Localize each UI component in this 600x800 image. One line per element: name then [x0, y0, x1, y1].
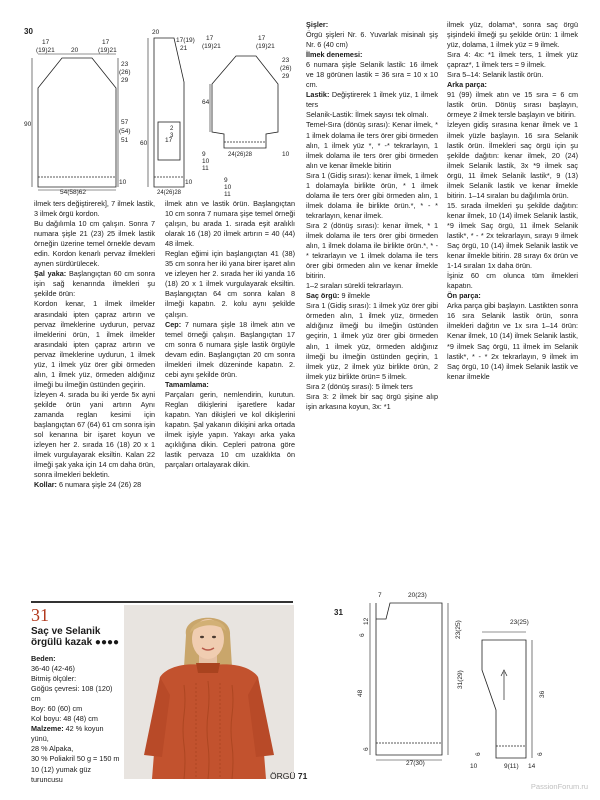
- section-heading: Tamamlama:: [165, 379, 209, 389]
- dim-label: (19)21: [36, 47, 55, 54]
- dim-label: (19)21: [256, 43, 275, 50]
- dim-label: 11: [202, 165, 209, 172]
- section-heading: Ön parça:: [447, 291, 481, 301]
- spec-value: Göğüs çevresi: 108 (120) cm: [31, 684, 113, 704]
- diagram-number: 31: [334, 608, 343, 617]
- section-heading: İlmek denemesi:: [306, 50, 363, 60]
- dim-label: 17: [258, 35, 266, 42]
- paragraph: Sıra 2 (dönüş sırası): kenar ilmek, * 1 ilmek dolama ile ters örer gibi örmeden alın, 1 ilmek dolama ile birlikte örün.*, * - * tekrarlayın ve 1 ilmek dolama ile ters örer gibi örmeden alın ve kenar ilmekle bitirin.: [306, 220, 438, 281]
- spec-value: Boy: 60 (60) cm: [31, 704, 83, 714]
- dim-label: 10: [119, 179, 127, 186]
- paragraph: Temel-Sıra (dönüş sırası): Kenar ilmek, * 1 ilmek dolama ile ters örer gibi örmeden alın, 1 ilmek yüz *, * -* tekrarlayın, 1 ilmek dolama ile ters örer gibi örmeden alın ve kenar ilmekle bitirin: [306, 120, 438, 170]
- diagram-30-sleeve: [200, 22, 300, 197]
- dim-label: 11: [224, 191, 231, 197]
- dim-label: 23(25): [510, 619, 529, 626]
- dim-label: 9(11): [504, 763, 519, 770]
- dim-label: 9: [202, 151, 206, 158]
- dim-label: 20: [71, 47, 79, 54]
- dim-label: (26): [119, 69, 131, 76]
- dim-label: 17(19): [176, 37, 195, 44]
- paragraph: Örgü şişleri Nr. 6. Yuvarlak misinalı şiş Nr. 6 (40 cm): [306, 30, 438, 50]
- dim-label: 36: [539, 690, 546, 698]
- dim-label: 27(30): [406, 760, 425, 767]
- dim-label: 12: [363, 617, 370, 625]
- dim-label: 20(23): [408, 592, 427, 599]
- dim-label: 90: [24, 121, 32, 128]
- paragraph: Lastik: Değiştirerek 1 ilmek yüz, 1 ilmek ters: [306, 90, 438, 110]
- paragraph: ilmek atın ve lastik örün. Başlangıçtan 10 cm sonra 7 numara şişe temel örneği çalışın, bu arada 1. sırada eşit aralıklı olarak 16 (18) 20 ilmek artırın = 40 (44) 48 ilmek.: [165, 199, 295, 249]
- dim-label: 51: [121, 137, 129, 144]
- dim-label: 64: [202, 99, 210, 106]
- spec-value: 10 (12) yumak güz turuncusu: [31, 764, 92, 784]
- dim-label: 2: [170, 126, 174, 132]
- dim-label: 10: [470, 763, 478, 770]
- instructions-column-3: [306, 20, 438, 590]
- spec-value: 36-40 (42-46): [31, 664, 75, 674]
- dim-label: 6: [359, 633, 366, 637]
- paragraph: Saç örgü: 9 ilmekle: [306, 291, 371, 301]
- dim-label: 9: [224, 177, 228, 184]
- paragraph: Kordon kenar, 1 ilmek ilmekler arasındaki ipten çapraz artırın ve pervaz ilmeklerine uydurun, pervaz ilmeklerini örün, 1 ilmek ilmekler arasındaki ipten çapraz artırın ve pervaz ilmeklerine uydurun, 1 ilmek yüz, 1 ilmek yüz örer gibi örmeden alın, 1 ilmek yüz, örmeden aldığınız ilmeği bu ilmeğin üstünden geçirin.: [34, 299, 155, 389]
- paragraph: Selanik-Lastik: İlmek sayısı tek olmalı.: [306, 110, 429, 120]
- dim-label: (54): [119, 128, 131, 135]
- section-label: Cep:: [165, 319, 182, 329]
- page-footer: [270, 771, 307, 781]
- instructions-column-1: [34, 199, 155, 601]
- dim-label: (19)21: [202, 43, 221, 50]
- paragraph: Kollar: 6 numara şişle 24 (26) 28: [34, 480, 142, 490]
- magazine-name: ÖRGÜ: [270, 771, 296, 781]
- dim-label: 17: [165, 137, 173, 144]
- paragraph: 6 numara şişle Selanik lastik: 16 ilmek ve 18 görünen lastik = 36 sıra = 10 x 10 cm.: [306, 60, 438, 90]
- paragraph: 1–2 sıraları sürekli tekrarlayın.: [306, 281, 404, 291]
- paragraph: İşiniz 60 cm olunca tüm ilmekleri kapatın.: [447, 271, 578, 291]
- watermark: PassionForum.ru: [530, 782, 588, 791]
- section-heading: Arka parça:: [447, 80, 487, 90]
- instructions-column-4: [447, 20, 578, 590]
- diagram-30-body: [22, 22, 140, 197]
- paragraph: Parçaları gerin, nemlendirin, kurutun. Reglan dikişlerini işaretlere kadar kapatın. Yan dikişleri ve kol dikişlerini kapatın. Şal yakanın dikişini arka ortada ilmek işiyle yapın. Yakayı arka yaka açıklığına dikin. Cepleri patrona göre lastik pervaza 10 cm uzaklıkta ön parçaları ortalayarak dikin.: [165, 389, 295, 470]
- dim-label: 57: [121, 119, 129, 126]
- dim-label: 17: [42, 39, 50, 46]
- pattern-specs: Beden: 36-40 (42-46) Bitmiş ölçüler: Göğüs çevresi: 108 (120) cm Boy: 60 (60) cm Kol boyu: 48 (48) cm Malzeme: 42 % koyun yünü, 28 % Alpaka, 30 % Poliakril 50 g = 150 m 10 (12) yumak güz turuncusu: [31, 654, 120, 784]
- section-label: Lastik:: [306, 90, 330, 100]
- paragraph: Bu dağılımla 10 cm çalışın. Sonra 7 numara şişle 21 (23) 25 ilmek lastik örneğin üzerine temel örnekle devam edin. Kordon kenarlı pervaz ilmekleri aynen sürdürülecek.: [34, 219, 155, 269]
- dim-label: 17: [102, 39, 110, 46]
- pattern-31-header: [31, 606, 121, 785]
- dim-label: 21: [180, 45, 188, 52]
- dim-label: 7: [378, 592, 382, 599]
- dim-label: 48: [357, 689, 364, 697]
- spec-value: Kol boyu: 48 (48) cm: [31, 714, 98, 724]
- section-heading: Şişler:: [306, 20, 329, 29]
- dim-label: 54(58)62: [60, 189, 87, 196]
- paragraph: Cep: 7 numara şişle 18 ilmek atın ve temel örneği çalışın. Başlangıçtan 17 cm sonra 6 numara şişle lastik örgüyle devam edin. Başlangıçtan 20 cm sonra ilmekleri ilmek düzeninde kapatın. 2. cebi aynı şekilde örün.: [165, 319, 295, 379]
- section-label: Kollar:: [34, 480, 57, 490]
- paragraph: Reglan eğimi için başlangıçtan 41 (38) 35 cm sonra her iki yana birer işaret alın ve izleyen her 2. sırada her iki yanda 16 (18) 20 x 1 ilmek vurgulayarak eksiltin. Başlangıçtan 64 cm sonra kalan 8 ilmeği kapatın. 2. kolu aynı şekilde çalışın.: [165, 249, 295, 319]
- paragraph: Sıra 3: 2 ilmek bir saç örgü şişine alıp işin arkasına koyun, 3x: *1: [306, 391, 438, 411]
- dim-label: 6: [537, 752, 544, 756]
- paragraph: Sıra 5–14: Selanik lastik örün.: [447, 70, 544, 80]
- instructions-column-2: [165, 199, 295, 600]
- diagram-31-back: [330, 585, 475, 768]
- paragraph: Sıra 1 (Gidiş sırası): 1 ilmek yüz örer gibi örmeden alın, 1 ilmek yüz, örmeden aldığınız ilmeği bu ilmeğin üstünden geçirin, 1 ilmek yüz örer gibi örmeden alın, 1 ilmek yüz, örmeden aldığınız ilmeği bu ilmeğin üstünden geçirin, 1 ilmek yüz, 2 ilmek yüz birlikte örün, 2 ilmek yüz birlikte örün= 5 ilmek.: [306, 301, 438, 381]
- spec-value: 30 % Poliakril 50 g = 150 m: [31, 754, 120, 764]
- dim-label: 24(26)28: [157, 190, 182, 196]
- dim-label: 3: [170, 133, 174, 139]
- paragraph: 15. sırada ilmekleri şu şekilde dağıtın: kenar ilmek, 10 (14) ilmek Selanik lastik, *9 ilmek Saç örgü, 11 ilmek Selanik lastik*, * - * 2x tekrarlayın, sırayı 9 ilmek Saç örgü, 10 (14) ilmek Selanik lastik ve kenar ilmekle bitirin. 28 sırayı 6x örün ve 1-14 sıraları 1x daha örün.: [447, 200, 578, 271]
- dim-label: 6: [475, 752, 482, 756]
- dim-label: 10: [224, 184, 232, 191]
- dim-label: 14: [528, 763, 536, 770]
- dim-label: 23: [121, 61, 129, 68]
- dim-label: 20: [152, 29, 160, 36]
- section-label: Saç örgü:: [306, 291, 340, 301]
- dim-label: 23(25): [455, 620, 462, 639]
- spec-label: Beden:: [31, 654, 56, 663]
- page-number: 71: [297, 771, 308, 781]
- dim-label: 29: [121, 77, 129, 84]
- spec-label: Malzeme:: [31, 724, 64, 734]
- dim-label: (26): [280, 65, 292, 72]
- spec-value: 28 % Alpaka,: [31, 744, 74, 754]
- paragraph: Şal yaka: Başlangıçtan 60 cm sonra işin sağ kenarında ilmekleri şu şekilde örün:: [34, 269, 155, 299]
- diagram-number: 30: [24, 27, 33, 36]
- dim-label: 17: [206, 35, 214, 42]
- paragraph: ilmek ters değiştirerek], 7 ilmek lastik, 3 ilmek örgü kordon.: [34, 199, 155, 219]
- paragraph: Sıra 1 (Gidiş sırası): kenar ilmek, 1 ilmek 1 dolamayla birlikte örün, * 1 ilmek dolama ile ters örer gibi örmeden alın, 1 ilmek dolama ile birlikte örün.*, * - * tekrarlayın, kenar ilmek.: [306, 170, 438, 220]
- section-label: Şal yaka:: [34, 269, 67, 279]
- diagram-30-front: [140, 22, 200, 197]
- model-photo: [124, 605, 294, 779]
- section-divider: [31, 601, 293, 603]
- paragraph: Sıra 4: 4x: *1 ilmek ters, 1 ilmek yüz çapraz*, 1 ilmek ters = 9 ilmek.: [447, 50, 578, 70]
- dim-label: 23: [282, 57, 290, 64]
- pattern-title: Saç ve Selanik örgülü kazak ●●●●: [31, 626, 120, 648]
- paragraph: ilmek yüz, dolama*, sonra saç örgü şişindeki ilmeği şu şekilde örün: 1 ilmek yüz, dolama, 1 ilmek yüz = 9 ilmek.: [447, 20, 578, 50]
- dim-label: 60: [140, 140, 148, 147]
- paragraph: Sıra 2 (dönüş sırası): 5 ilmek ters: [306, 381, 413, 391]
- diagram-31-sleeve: [470, 610, 575, 770]
- dim-label: 10: [202, 158, 210, 165]
- dim-label: 10: [282, 151, 290, 158]
- dim-label: (19)21: [98, 47, 117, 54]
- spec-label: Bitmiş ölçüler:: [31, 674, 77, 684]
- dim-label: 31(29): [457, 670, 464, 689]
- dim-label: 10: [185, 179, 193, 186]
- dim-label: 29: [282, 73, 290, 80]
- dim-label: 24(26)28: [228, 152, 253, 158]
- dim-label: 6: [363, 747, 370, 751]
- paragraph: İzleyen gidiş sırasına kenar ilmek ve 1 ilmek yüzle başlayın. 16 sıra Selanik lastik örün. İlmekleri saç örgü için şu şekilde dağıtın: kenar ilmek, 20 (24) ilmek Selanik lastik, 3x *9 ilmek saç örgü, 11 ilmek Selanik lastik*, 9 (13) ilmek Selanik lastik ve kenar ilmekle bitirin. 1–14 sıraları bu dağılımla örün.: [447, 120, 578, 200]
- paragraph: İzleyen 4. sırada bu iki yerde 5x ayni şekilde örün yani artırın Aynı zamanda reglan kesimi için başlangıçtan 67 (64) 61 cm sonra işin sol kenarına bir işaret koyun ve izleyen her 2. sırada 16 (18) 20 x 1 ilmek vurgulayarak eksiltin. Kalan 22 ilmeği şak yaka için 14 cm daha örün, sonra ilmekleri bekletin.: [34, 389, 155, 480]
- paragraph: 91 (99) ilmek atın ve 15 sıra = 6 cm lastik örün. Dönüş sırası başlayın, örmeye 2 ilmek tersle başlayın ve bitirin.: [447, 90, 578, 120]
- paragraph: Arka parça gibi başlayın. Lastikten sonra 16 sıra Selanik lastik örün, sonra ilmekleri dağıtın ve 1x sıra 1–14 örün: Kenar ilmek, 10 (14) ilmek Selanik lastik, *9 ilmek Saç örgü, 11 ilmek im Selanik lastik*, * - * 2x tekrarlayın, 9 ilmek im Saç örgü, 10 (14) ilmek Selanik lastik ve kenar ilmekle: [447, 301, 578, 381]
- pattern-number: 31: [31, 605, 49, 625]
